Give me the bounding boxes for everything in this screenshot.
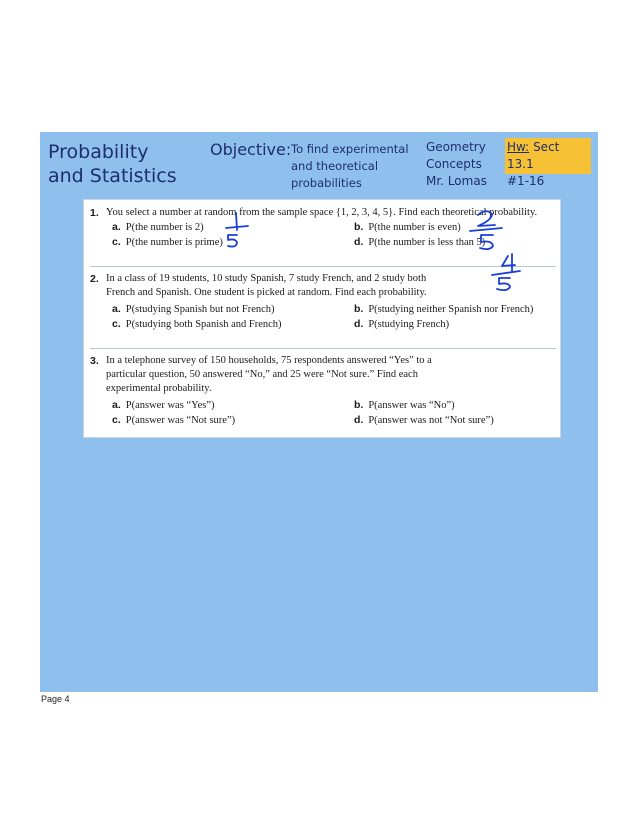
- part-b: b. P(answer was “No”): [354, 399, 455, 411]
- part-a: a. P(studying Spanish but not French): [112, 303, 275, 315]
- slide: [40, 132, 598, 692]
- part-b: b. P(studying neither Spanish nor French): [354, 303, 534, 315]
- part-c: c. P(studying both Spanish and French): [112, 318, 282, 330]
- problem-number: 1.: [90, 207, 99, 219]
- slide-title: [48, 140, 177, 188]
- divider: [90, 266, 556, 267]
- problem-number: 2.: [90, 273, 99, 285]
- objective-label: Objective:: [210, 140, 292, 159]
- problem-stem: In a telephone survey of 150 households, 75 respondents answered “Yes” to a particular question, 50 answered “No,” and 25 were “Not sure.” Find each experimental probability.: [106, 355, 432, 394]
- problem-3: [90, 354, 550, 428]
- course-line-2: Concepts: [426, 157, 482, 171]
- problem-number: 3.: [90, 355, 99, 367]
- hw-label: Hw:: [507, 140, 530, 154]
- problem-stem: In a class of 19 students, 10 study Spanish, 7 study French, and 2 study both French and Spanish. One student is picked at random. Find each probability.: [106, 273, 427, 298]
- title-line-1: Probability: [48, 141, 149, 163]
- objective-text: To find experimental and theoretical probabilities: [291, 142, 409, 190]
- problem-1: [90, 206, 550, 250]
- course-line-1: Geometry: [426, 140, 486, 154]
- page-number-label: Page 4: [41, 694, 70, 704]
- divider: [90, 348, 556, 349]
- part-b: b. P(the number is even): [354, 221, 461, 233]
- problem-2: [90, 272, 550, 332]
- part-c: c. P(the number is prime): [112, 236, 223, 248]
- homework-box: [505, 138, 591, 188]
- teacher-name: Mr. Lomas: [426, 174, 487, 188]
- problem-parts: [106, 220, 550, 250]
- part-c: c. P(answer was “Not sure”): [112, 414, 236, 426]
- problem-stem: You select a number at random from the sample space {1, 2, 3, 4, 5}. Find each theoretical probability.: [106, 207, 538, 218]
- problem-parts: [106, 398, 550, 428]
- hw-section: Sect 13.1: [507, 140, 560, 171]
- title-line-2: and Statistics: [48, 165, 177, 187]
- part-a: a. P(the number is 2): [112, 221, 204, 233]
- part-d: d. P(the number is less than 5): [354, 236, 486, 248]
- problem-parts: [106, 302, 550, 332]
- part-d: d. P(answer was not “Not sure”): [354, 414, 494, 426]
- hw-problems: #1-16: [507, 174, 545, 188]
- part-d: d. P(studying French): [354, 318, 450, 330]
- part-a: a. P(answer was “Yes”): [112, 399, 215, 411]
- worksheet-image: [83, 199, 561, 438]
- course-info: [426, 139, 506, 190]
